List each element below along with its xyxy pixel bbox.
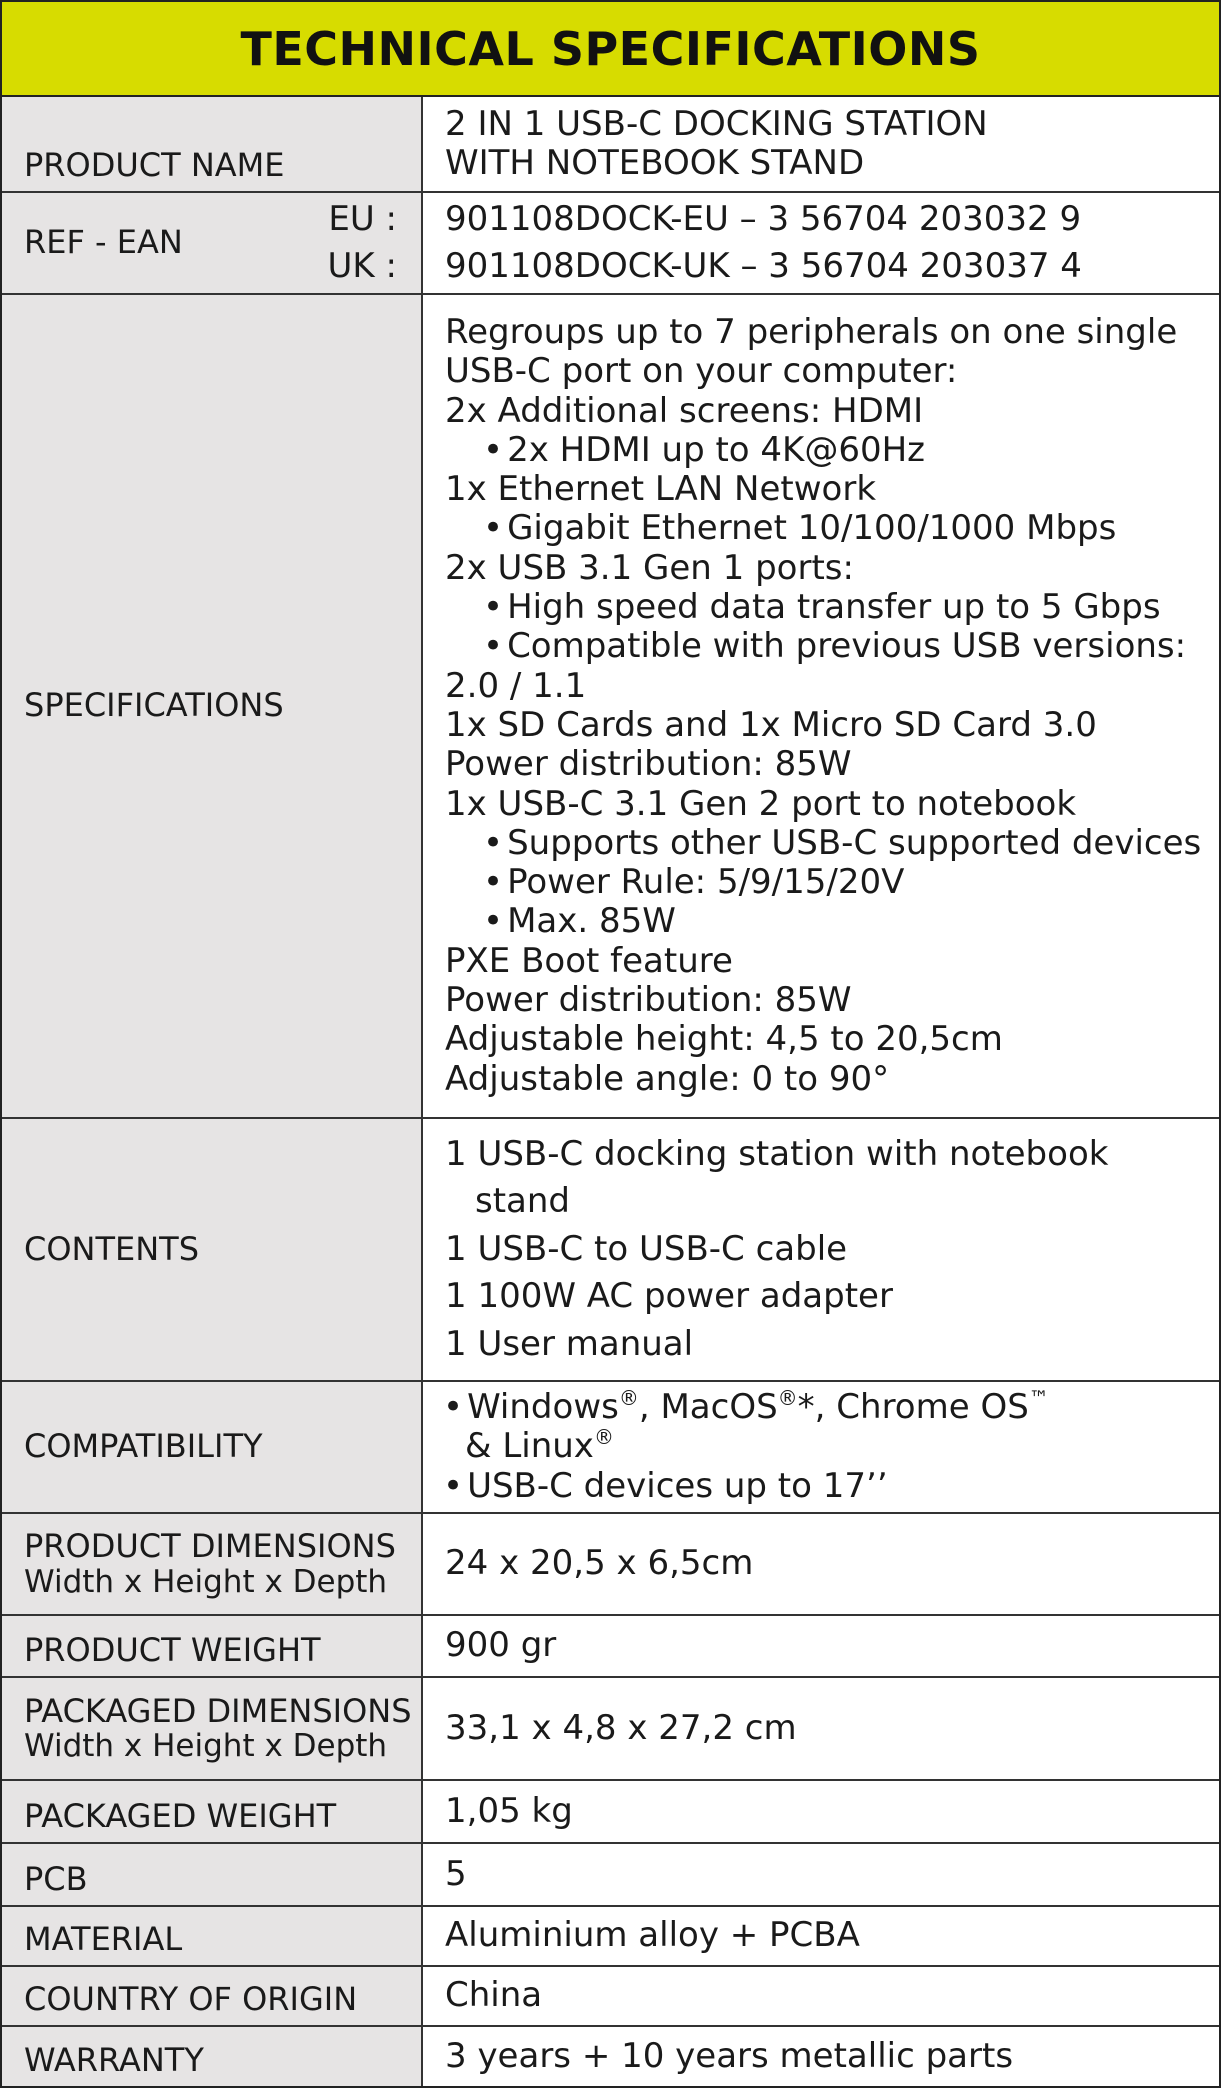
value-specifications	[423, 295, 1219, 1117]
region-tags	[328, 196, 397, 290]
spec-line: 2x USB 3.1 Gen 1 ports:	[445, 547, 854, 588]
spec-line: 1x Ethernet LAN Network	[445, 469, 877, 510]
spec-line: PXE Boot feature	[445, 940, 733, 981]
label-pcb: PCB	[2, 1844, 423, 1905]
label-product-weight: PRODUCT WEIGHT	[2, 1616, 423, 1676]
label-specifications: SPECIFICATIONS	[2, 295, 423, 1117]
spec-line: Regroups up to 7 peripherals on one single	[445, 312, 1178, 352]
row-ref-ean	[2, 193, 1219, 295]
tm-mark: ™	[1028, 1386, 1049, 1411]
row-packaged-dimensions	[2, 1678, 1219, 1781]
label-product-name: PRODUCT NAME	[2, 97, 423, 191]
label-material: MATERIAL	[2, 1907, 423, 1965]
spec-line: 1x SD Cards and 1x Micro SD Card 3.0	[445, 704, 1097, 745]
label-compatibility: COMPATIBILITY	[2, 1382, 423, 1512]
uk-tag: UK :	[327, 246, 397, 286]
product-dimensions-sublabel: Width x Height x Depth	[24, 1563, 388, 1600]
product-dimensions-label: PRODUCT DIMENSIONS	[24, 1527, 396, 1566]
packaged-dimensions-label: PACKAGED DIMENSIONS	[24, 1691, 412, 1730]
compat-linux-line	[443, 1427, 1219, 1466]
value-compatibility	[423, 1382, 1219, 1512]
uk-ean: 901108DOCK-UK – 3 56704 203037 4	[445, 246, 1082, 286]
spec-line: USB-C port on your computer:	[445, 351, 958, 392]
row-product-weight	[2, 1616, 1219, 1678]
row-material	[2, 1907, 1219, 1967]
eu-tag: EU :	[328, 199, 397, 239]
spec-line: 2x Additional screens: HDMI	[445, 390, 924, 431]
spec-bullet: • High speed data transfer up to 5 Gbps	[445, 588, 1219, 627]
value-packaged-weight: 1,05 kg	[445, 1790, 573, 1831]
spec-bullet: • 2x HDMI up to 4K@60Hz	[445, 431, 1219, 470]
spec-line: Adjustable angle: 0 to 90°	[445, 1058, 890, 1099]
compat-chrome: *, Chrome OS	[797, 1387, 1029, 1428]
reg-mark: ®	[777, 1386, 798, 1411]
spec-bullet: • Compatible with previous USB versions:	[445, 627, 1219, 666]
compat-usbc-line: • USB-C devices up to 17’’	[443, 1467, 1219, 1506]
row-pcb	[2, 1844, 1219, 1907]
label-packaged-weight: PACKAGED WEIGHT	[2, 1781, 423, 1842]
spec-line: Power distribution: 85W	[445, 980, 852, 1021]
spec-line: Adjustable height: 4,5 to 20,5cm	[445, 1019, 1003, 1060]
contents-line: 1 USB-C to USB-C cable	[445, 1228, 848, 1269]
row-compatibility	[2, 1382, 1219, 1514]
compat-macos: , MacOS	[638, 1387, 778, 1428]
value-packaged-dimensions: 33,1 x 4,8 x 27,2 cm	[445, 1707, 797, 1748]
label-warranty: WARRANTY	[2, 2027, 423, 2086]
label-contents: CONTENTS	[2, 1119, 423, 1380]
label-packaged-dimensions	[2, 1678, 423, 1779]
row-warranty	[2, 2027, 1219, 2086]
row-product-name	[2, 97, 1219, 193]
value-material: Aluminium alloy + PCBA	[445, 1915, 860, 1956]
row-specifications	[2, 295, 1219, 1119]
contents-line: 1 USB-C docking station with notebook	[445, 1133, 1109, 1174]
contents-line: 1 User manual	[445, 1323, 694, 1364]
ref-label: REF - EAN	[24, 223, 183, 262]
row-country	[2, 1967, 1219, 2027]
spec-bullet: • Gigabit Ethernet 10/100/1000 Mbps	[445, 509, 1219, 548]
compat-linux: & Linux	[465, 1426, 594, 1467]
reg-mark: ®	[618, 1386, 639, 1411]
compat-os-line	[443, 1388, 1219, 1427]
value-product-name	[423, 97, 1219, 191]
label-ref-ean	[2, 193, 423, 293]
value-contents	[423, 1119, 1219, 1380]
row-contents	[2, 1119, 1219, 1382]
product-name-line: 2 IN 1 USB-C DOCKING STATION	[445, 103, 988, 144]
label-country: COUNTRY OF ORIGIN	[2, 1967, 423, 2025]
spec-line: 2.0 / 1.1	[445, 665, 587, 706]
spec-line: 1x USB-C 3.1 Gen 2 port to notebook	[445, 783, 1077, 824]
value-product-dimensions: 24 x 20,5 x 6,5cm	[445, 1543, 754, 1584]
label-product-dimensions	[2, 1514, 423, 1614]
contents-line: stand	[475, 1181, 571, 1222]
spec-line: Power distribution: 85W	[445, 744, 852, 785]
spec-bullet: • Supports other USB-C supported devices	[445, 824, 1219, 863]
compat-windows: Windows	[467, 1387, 619, 1428]
packaged-dimensions-sublabel: Width x Height x Depth	[24, 1728, 388, 1765]
row-product-dimensions	[2, 1514, 1219, 1616]
eu-ean: 901108DOCK-EU – 3 56704 203032 9	[445, 199, 1082, 239]
value-country: China	[445, 1975, 543, 2016]
product-name-line: WITH NOTEBOOK STAND	[445, 143, 865, 183]
contents-line: 1 100W AC power adapter	[445, 1276, 893, 1317]
reg-mark: ®	[593, 1425, 614, 1450]
value-product-weight: 900 gr	[445, 1625, 557, 1666]
value-warranty: 3 years + 10 years metallic parts	[445, 2035, 1014, 2076]
value-pcb: 5	[445, 1853, 467, 1894]
row-packaged-weight	[2, 1781, 1219, 1844]
spec-bullet: • Power Rule: 5/9/15/20V	[445, 863, 1219, 902]
page-title: TECHNICAL SPECIFICATIONS	[2, 2, 1219, 97]
spec-bullet: • Max. 85W	[445, 902, 1219, 941]
value-ref-ean	[423, 193, 1219, 293]
